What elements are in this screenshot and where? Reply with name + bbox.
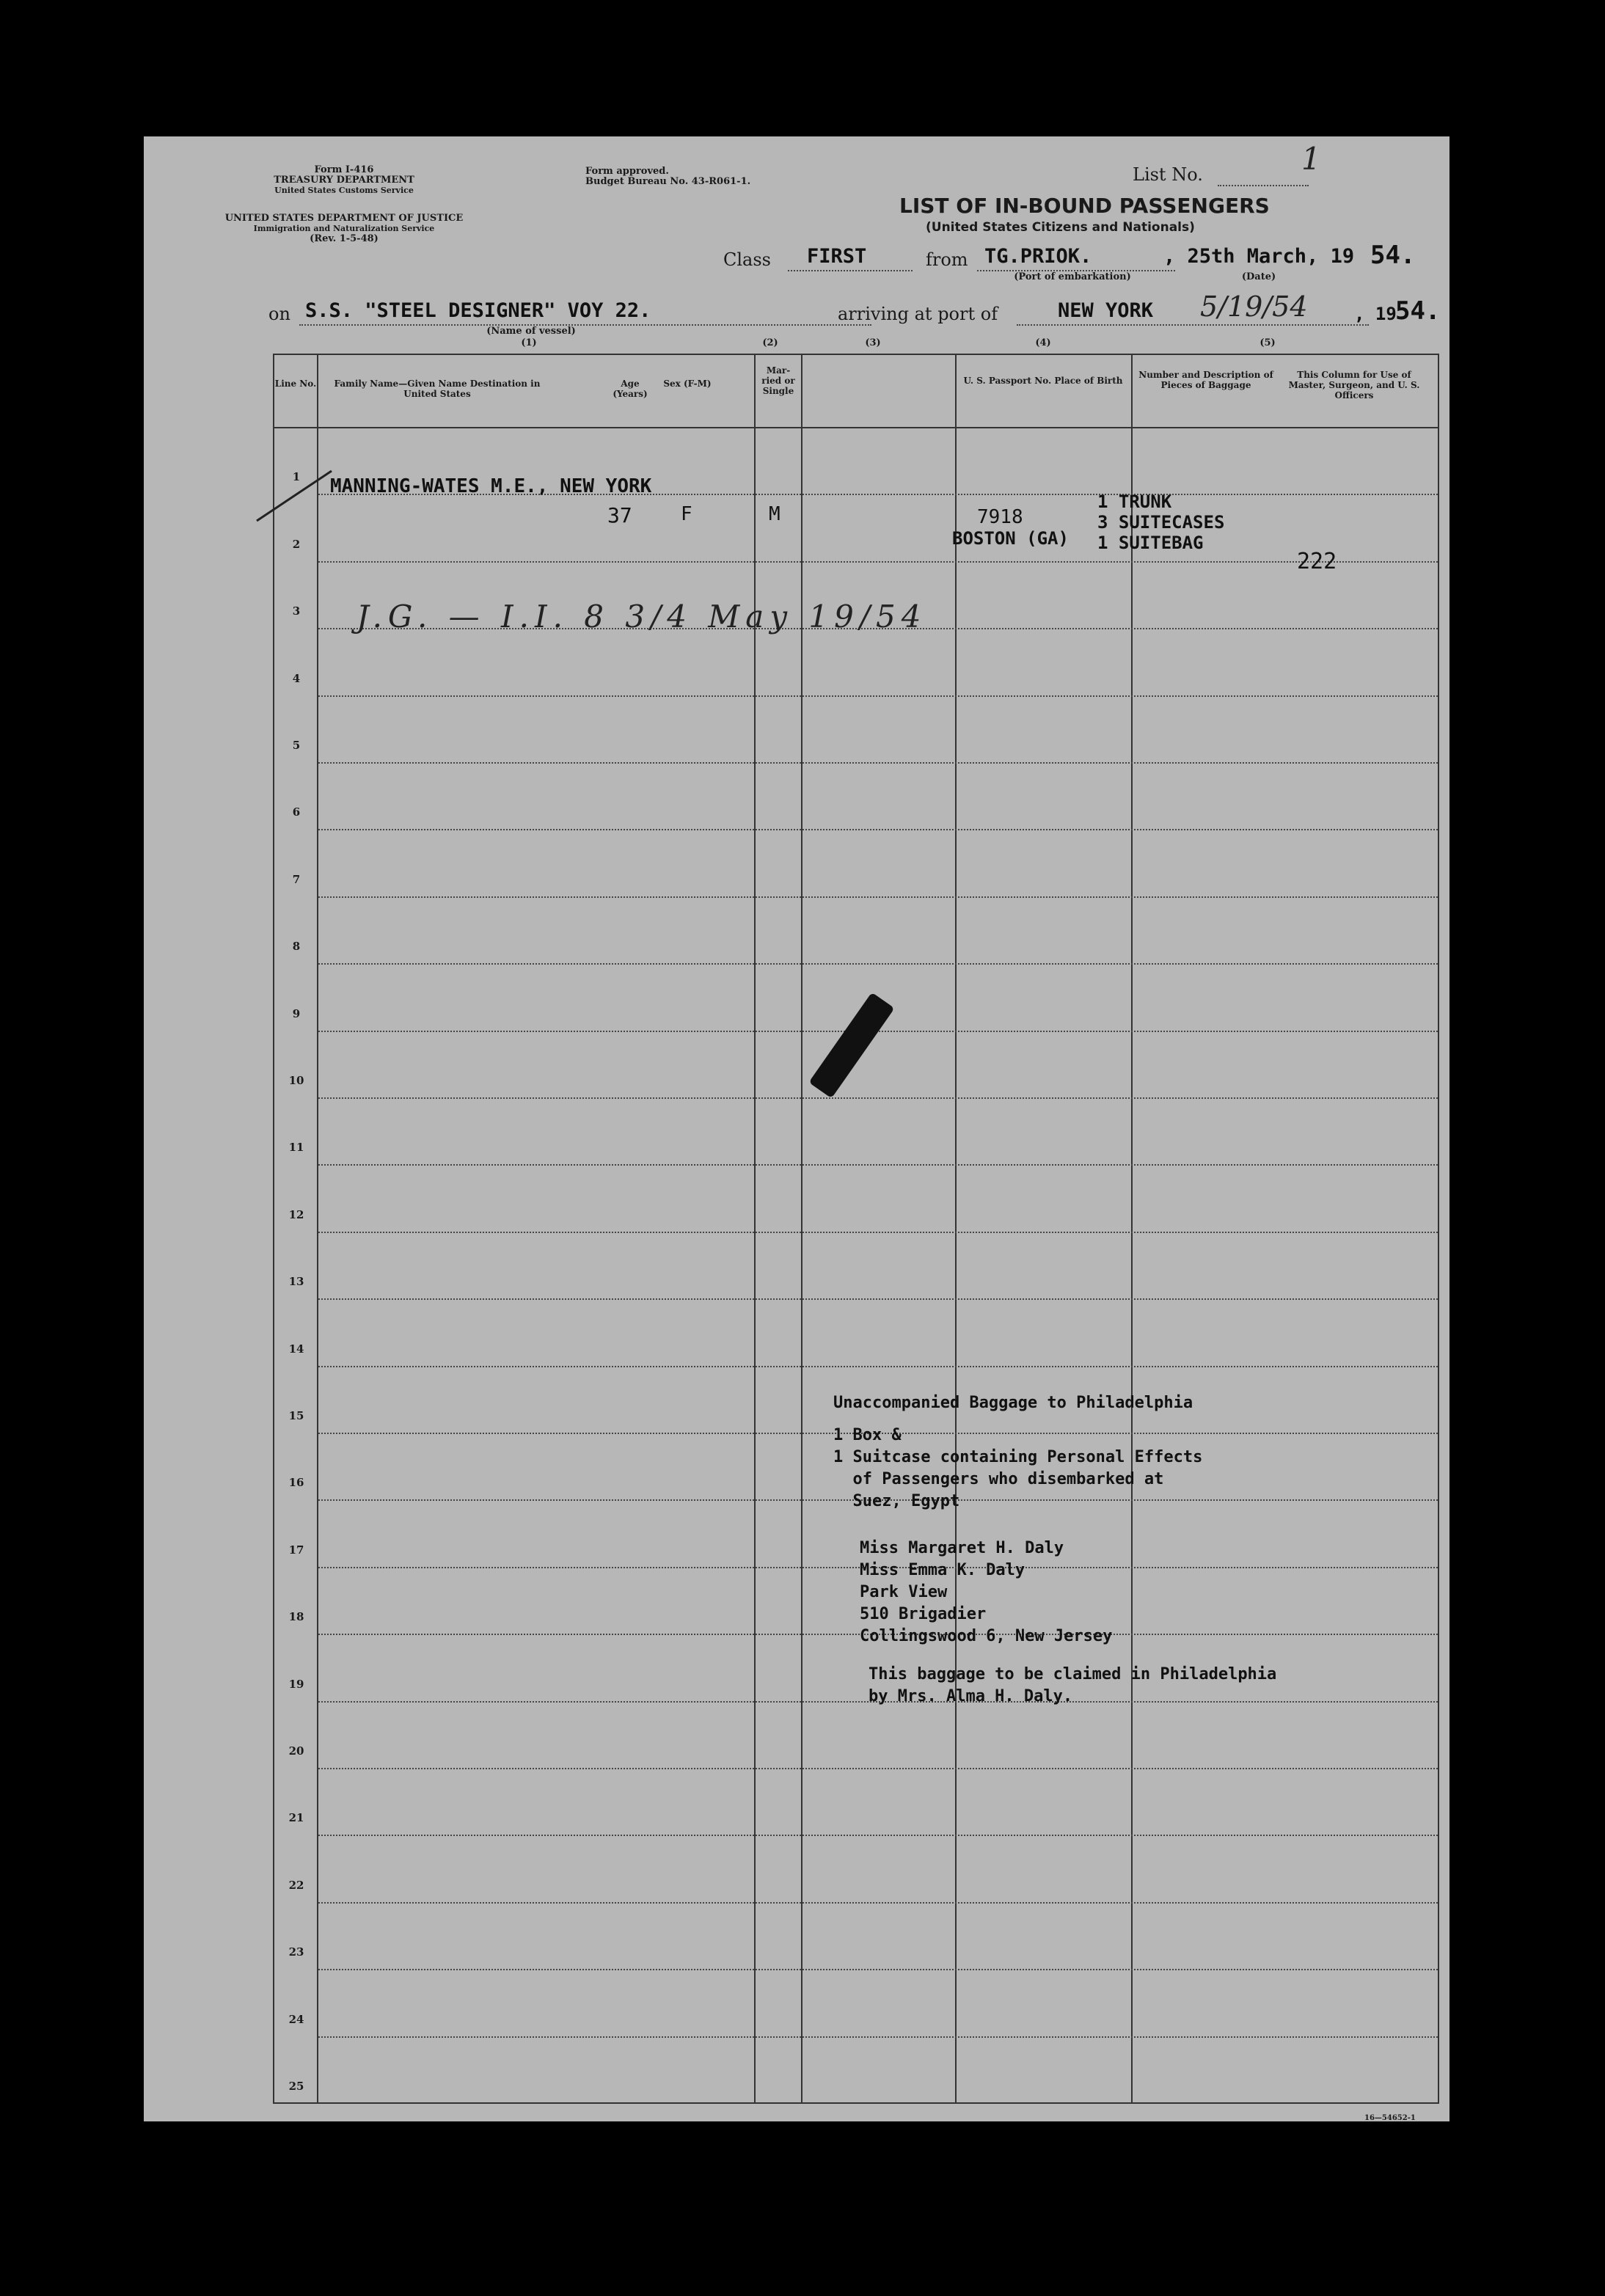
row-number: 23 [288, 1945, 304, 1959]
form-print-code: 16—54652-1 [1364, 2114, 1416, 2122]
departure-date: , 25th March, 19 [1163, 245, 1355, 268]
ins-line: Immigration and Naturalization Service [253, 224, 435, 233]
budget-bureau: Budget Bureau No. 43-R061-1. [585, 176, 751, 187]
arrival-date-handwritten: 5/19/54 [1200, 290, 1308, 323]
officer-note: 222 [1297, 549, 1337, 574]
list-no-value: 1 [1301, 141, 1321, 177]
row-rule [318, 1768, 1438, 1769]
passenger-list-form [144, 136, 1449, 2121]
table-top-border [273, 354, 1439, 355]
ink-stamp [808, 992, 894, 1099]
note-heading: Unaccompanied Baggage to Philadelphia [833, 1394, 1193, 1412]
birthplace: BOSTON (GA) [952, 528, 1069, 549]
form-number: Form I-416 [314, 164, 374, 175]
punch-hole [16, 197, 45, 226]
rev-date: (Rev. 1-5-48) [310, 233, 379, 244]
customs-service: United States Customs Service [274, 186, 414, 195]
header-baggage: Number and Description of Pieces of Baggage [1138, 370, 1273, 390]
class-value: FIRST [807, 245, 867, 268]
row-rule [318, 1902, 1438, 1904]
vessel-caption: (Name of vessel) [486, 326, 576, 337]
arrival-year-prefix: , 19 [1354, 304, 1397, 324]
row-rule [318, 829, 1438, 830]
col5-caption: (5) [1259, 337, 1276, 348]
row-rule [318, 1164, 1438, 1166]
from-label: from [926, 249, 968, 270]
passenger-married: M [769, 503, 780, 525]
list-no-line [1218, 185, 1309, 186]
addressee-line: Miss Emma K. Daly [860, 1561, 1025, 1579]
vessel-name: S.S. "STEEL DESIGNER" VOY 22. [305, 299, 651, 322]
row-number: 1 [292, 470, 301, 484]
row-number: 25 [288, 2080, 304, 2093]
col3-caption: (3) [865, 337, 881, 348]
arrival-year: 54. [1395, 296, 1441, 326]
row-rule [318, 695, 1438, 697]
justice-dept: UNITED STATES DEPARTMENT OF JUSTICE [224, 213, 464, 224]
addressee-line: 510 Brigadier [860, 1605, 987, 1623]
check-mark-icon [254, 467, 334, 525]
passenger-age: 37 [607, 503, 632, 527]
row-number: 15 [288, 1409, 304, 1422]
row-rule [318, 896, 1438, 898]
col-divider [1131, 354, 1133, 2104]
departure-year: 54. [1370, 241, 1416, 270]
class-label: Class [723, 249, 771, 270]
page-title: LIST OF IN-BOUND PASSENGERS [899, 194, 1270, 218]
row-number: 14 [288, 1342, 304, 1356]
row-number: 20 [288, 1744, 304, 1758]
row-number: 21 [288, 1811, 304, 1825]
header-name: Family Name—Given Name Destination in United States [334, 379, 541, 399]
row-number: 7 [292, 872, 301, 886]
col-divider [955, 354, 957, 2104]
class-line [788, 270, 913, 271]
date-caption: (Date) [1241, 271, 1276, 282]
note-line: 1 Suitcase containing Personal Effects [833, 1448, 1203, 1466]
row-number: 9 [292, 1006, 301, 1020]
baggage-item: 3 SUITECASES [1097, 512, 1225, 533]
row-number: 10 [288, 1074, 304, 1087]
header-sex: Sex (F-M) [663, 379, 712, 389]
table-right-border [1438, 354, 1439, 2104]
arrival-line [1017, 324, 1369, 326]
note-line: Suez, Egypt [833, 1492, 960, 1510]
note-line: of Passengers who disembarked at [833, 1470, 1164, 1488]
claim-line: by Mrs. Alma H. Daly. [869, 1687, 1073, 1705]
addressee-line: Collingswood 6, New Jersey [860, 1627, 1113, 1645]
header-age: Age (Years) [613, 379, 648, 399]
note-line: 1 Box & [833, 1426, 902, 1444]
row-number: 22 [288, 1878, 304, 1892]
row-rule [318, 762, 1438, 764]
addressee-line: Park View [860, 1583, 948, 1601]
row-rule [318, 1969, 1438, 1970]
row-number: 2 [292, 537, 301, 551]
addressee-block [833, 1538, 1276, 1648]
col-divider [317, 354, 318, 2104]
row-number: 17 [288, 1543, 304, 1557]
table-bottom-border [273, 2102, 1439, 2104]
baggage-item: 1 TRUNK [1097, 491, 1172, 512]
row-number: 12 [288, 1207, 304, 1221]
row-number: 24 [288, 2012, 304, 2026]
header-married: Mar-ried or Single [761, 365, 795, 396]
form-approved: Form approved. [585, 166, 669, 177]
passenger-sex: F [681, 503, 692, 525]
handwritten-annotation: J.G. — I.I. 8 3/4 May 19/54 [357, 599, 927, 635]
passenger-name: MANNING-WATES M.E., NEW YORK [330, 475, 652, 497]
row-rule [318, 2036, 1438, 2038]
port-embarkation-value: TG.PRIOK. [984, 245, 1092, 268]
row-rule [318, 1232, 1438, 1233]
col4-caption: (4) [1035, 337, 1051, 348]
row-rule [318, 1097, 1438, 1099]
row-number: 19 [288, 1677, 304, 1691]
row-rule [318, 1835, 1438, 1836]
row-number: 16 [288, 1476, 304, 1490]
table-left-border [273, 354, 274, 2104]
claim-line: This baggage to be claimed in Philadelphia [869, 1665, 1277, 1683]
on-label: on [268, 304, 290, 324]
row-rule [318, 963, 1438, 965]
row-rule [318, 1298, 1438, 1300]
page-subtitle: (United States Citizens and Nationals) [926, 220, 1195, 235]
baggage-list [1097, 491, 1224, 553]
header-officers: This Column for Use of Master, Surgeon, and U. S. Officers [1288, 370, 1420, 401]
row-number: 5 [292, 739, 301, 752]
port-caption: (Port of embarkation) [1014, 271, 1131, 282]
col2-caption: (2) [762, 337, 778, 348]
unaccompanied-baggage-note [833, 1392, 1276, 1708]
arriving-label: arriving at port of [838, 304, 998, 324]
addressee-line: Miss Margaret H. Daly [860, 1539, 1064, 1557]
row-number: 4 [292, 671, 301, 685]
row-number: 11 [288, 1141, 304, 1155]
row-number: 8 [292, 940, 301, 954]
header-line-no: Line No. [274, 379, 317, 389]
passport-number: 7918 [977, 506, 1023, 528]
col1-caption: (1) [521, 337, 537, 348]
row-number: 6 [292, 805, 301, 819]
row-rule [318, 1366, 1438, 1367]
treasury-dept: TREASURY DEPARTMENT [274, 175, 414, 186]
arrival-port: NEW YORK [1058, 299, 1154, 322]
row-number: 3 [292, 604, 301, 618]
row-rule [318, 561, 1438, 563]
row-number: 18 [288, 1610, 304, 1624]
list-no-label: List No. [1133, 164, 1203, 185]
table-header-border [273, 427, 1439, 428]
baggage-item: 1 SUITEBAG [1097, 533, 1204, 553]
header-passport: U. S. Passport No. Place of Birth [963, 376, 1123, 386]
row-number: 13 [288, 1275, 304, 1289]
